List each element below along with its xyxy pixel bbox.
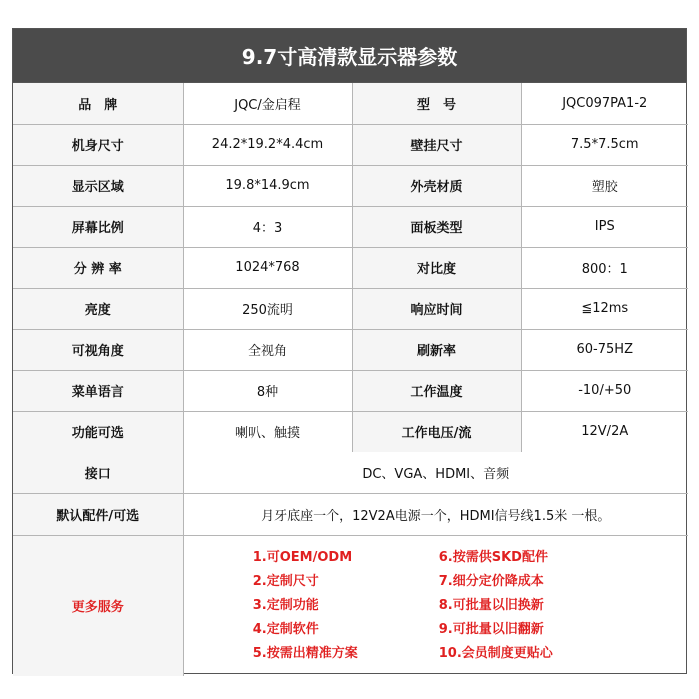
spec-label: 工作温度 <box>352 370 521 411</box>
spec-value: 喇叭、触摸 <box>183 411 352 452</box>
spec-value: JQC/金启程 <box>183 83 352 124</box>
spec-value: 8种 <box>183 370 352 411</box>
spec-value: JQC097PA1-2 <box>521 83 688 124</box>
spec-label: 分 辨 率 <box>13 247 183 288</box>
spec-row <box>13 83 688 124</box>
spec-label: 机身尺寸 <box>13 124 183 165</box>
spec-value: 19.8*14.9cm <box>183 165 352 206</box>
spec-row <box>13 329 688 370</box>
service-item: 6.按需供SKD配件 <box>438 550 548 565</box>
service-item: 8.可批量以旧换新 <box>438 598 544 613</box>
services-list <box>184 549 689 662</box>
spec-value: 800：1 <box>521 247 688 288</box>
services-label: 更多服务 <box>13 535 183 676</box>
spec-row <box>13 247 688 288</box>
interface-value: DC、VGA、HDMI、音频 <box>183 452 688 493</box>
spec-label: 刷新率 <box>352 329 521 370</box>
spec-label: 壁挂尺寸 <box>352 124 521 165</box>
spec-label: 屏幕比例 <box>13 206 183 247</box>
spec-label: 显示区域 <box>13 165 183 206</box>
spec-value: 4：3 <box>183 206 352 247</box>
spec-value: 12V/2A <box>521 411 688 452</box>
sheet-title: 9.7寸高清款显示器参数 <box>13 29 686 83</box>
service-item: 2.定制尺寸 <box>252 574 319 589</box>
spec-label: 可视角度 <box>13 329 183 370</box>
spec-label: 功能可选 <box>13 411 183 452</box>
accessories-label: 默认配件/可选 <box>13 493 183 535</box>
spec-label: 菜单语言 <box>13 370 183 411</box>
spec-value: 全视角 <box>183 329 352 370</box>
service-item: 10.会员制度更贴心 <box>438 646 553 661</box>
spec-label: 型 号 <box>352 83 521 124</box>
spec-row <box>13 370 688 411</box>
service-item: 3.定制功能 <box>252 598 319 613</box>
spec-row <box>13 206 688 247</box>
service-item: 1.可OEM/ODM <box>252 550 353 565</box>
spec-label: 对比度 <box>352 247 521 288</box>
spec-value: 60-75HZ <box>521 329 688 370</box>
spec-value: 1024*768 <box>183 247 352 288</box>
spec-label: 工作电压/流 <box>352 411 521 452</box>
service-item: 7.细分定价降成本 <box>438 574 544 589</box>
interface-label: 接口 <box>13 452 183 493</box>
spec-label: 面板类型 <box>352 206 521 247</box>
service-item: 5.按需出精准方案 <box>252 646 358 661</box>
spec-value: 塑胶 <box>521 165 688 206</box>
service-item: 4.定制软件 <box>252 622 319 637</box>
spec-row <box>13 165 688 206</box>
spec-value: IPS <box>521 206 688 247</box>
spec-row <box>13 288 688 329</box>
spec-label: 亮度 <box>13 288 183 329</box>
spec-sheet <box>12 28 687 674</box>
spec-value: ≦12ms <box>521 288 688 329</box>
spec-value: 7.5*7.5cm <box>521 124 688 165</box>
services-cell <box>183 535 688 676</box>
spec-label: 品 牌 <box>13 83 183 124</box>
spec-label: 外壳材质 <box>352 165 521 206</box>
service-item: 9.可批量以旧翻新 <box>438 622 544 637</box>
accessories-value: 月牙底座一个，12V2A电源一个，HDMI信号线1.5米 一根。 <box>183 493 688 535</box>
spec-value: 24.2*19.2*4.4cm <box>183 124 352 165</box>
spec-table <box>13 83 688 676</box>
spec-label: 响应时间 <box>352 288 521 329</box>
spec-value: 250流明 <box>183 288 352 329</box>
spec-row <box>13 411 688 452</box>
spec-value: -10/+50 <box>521 370 688 411</box>
spec-row <box>13 124 688 165</box>
